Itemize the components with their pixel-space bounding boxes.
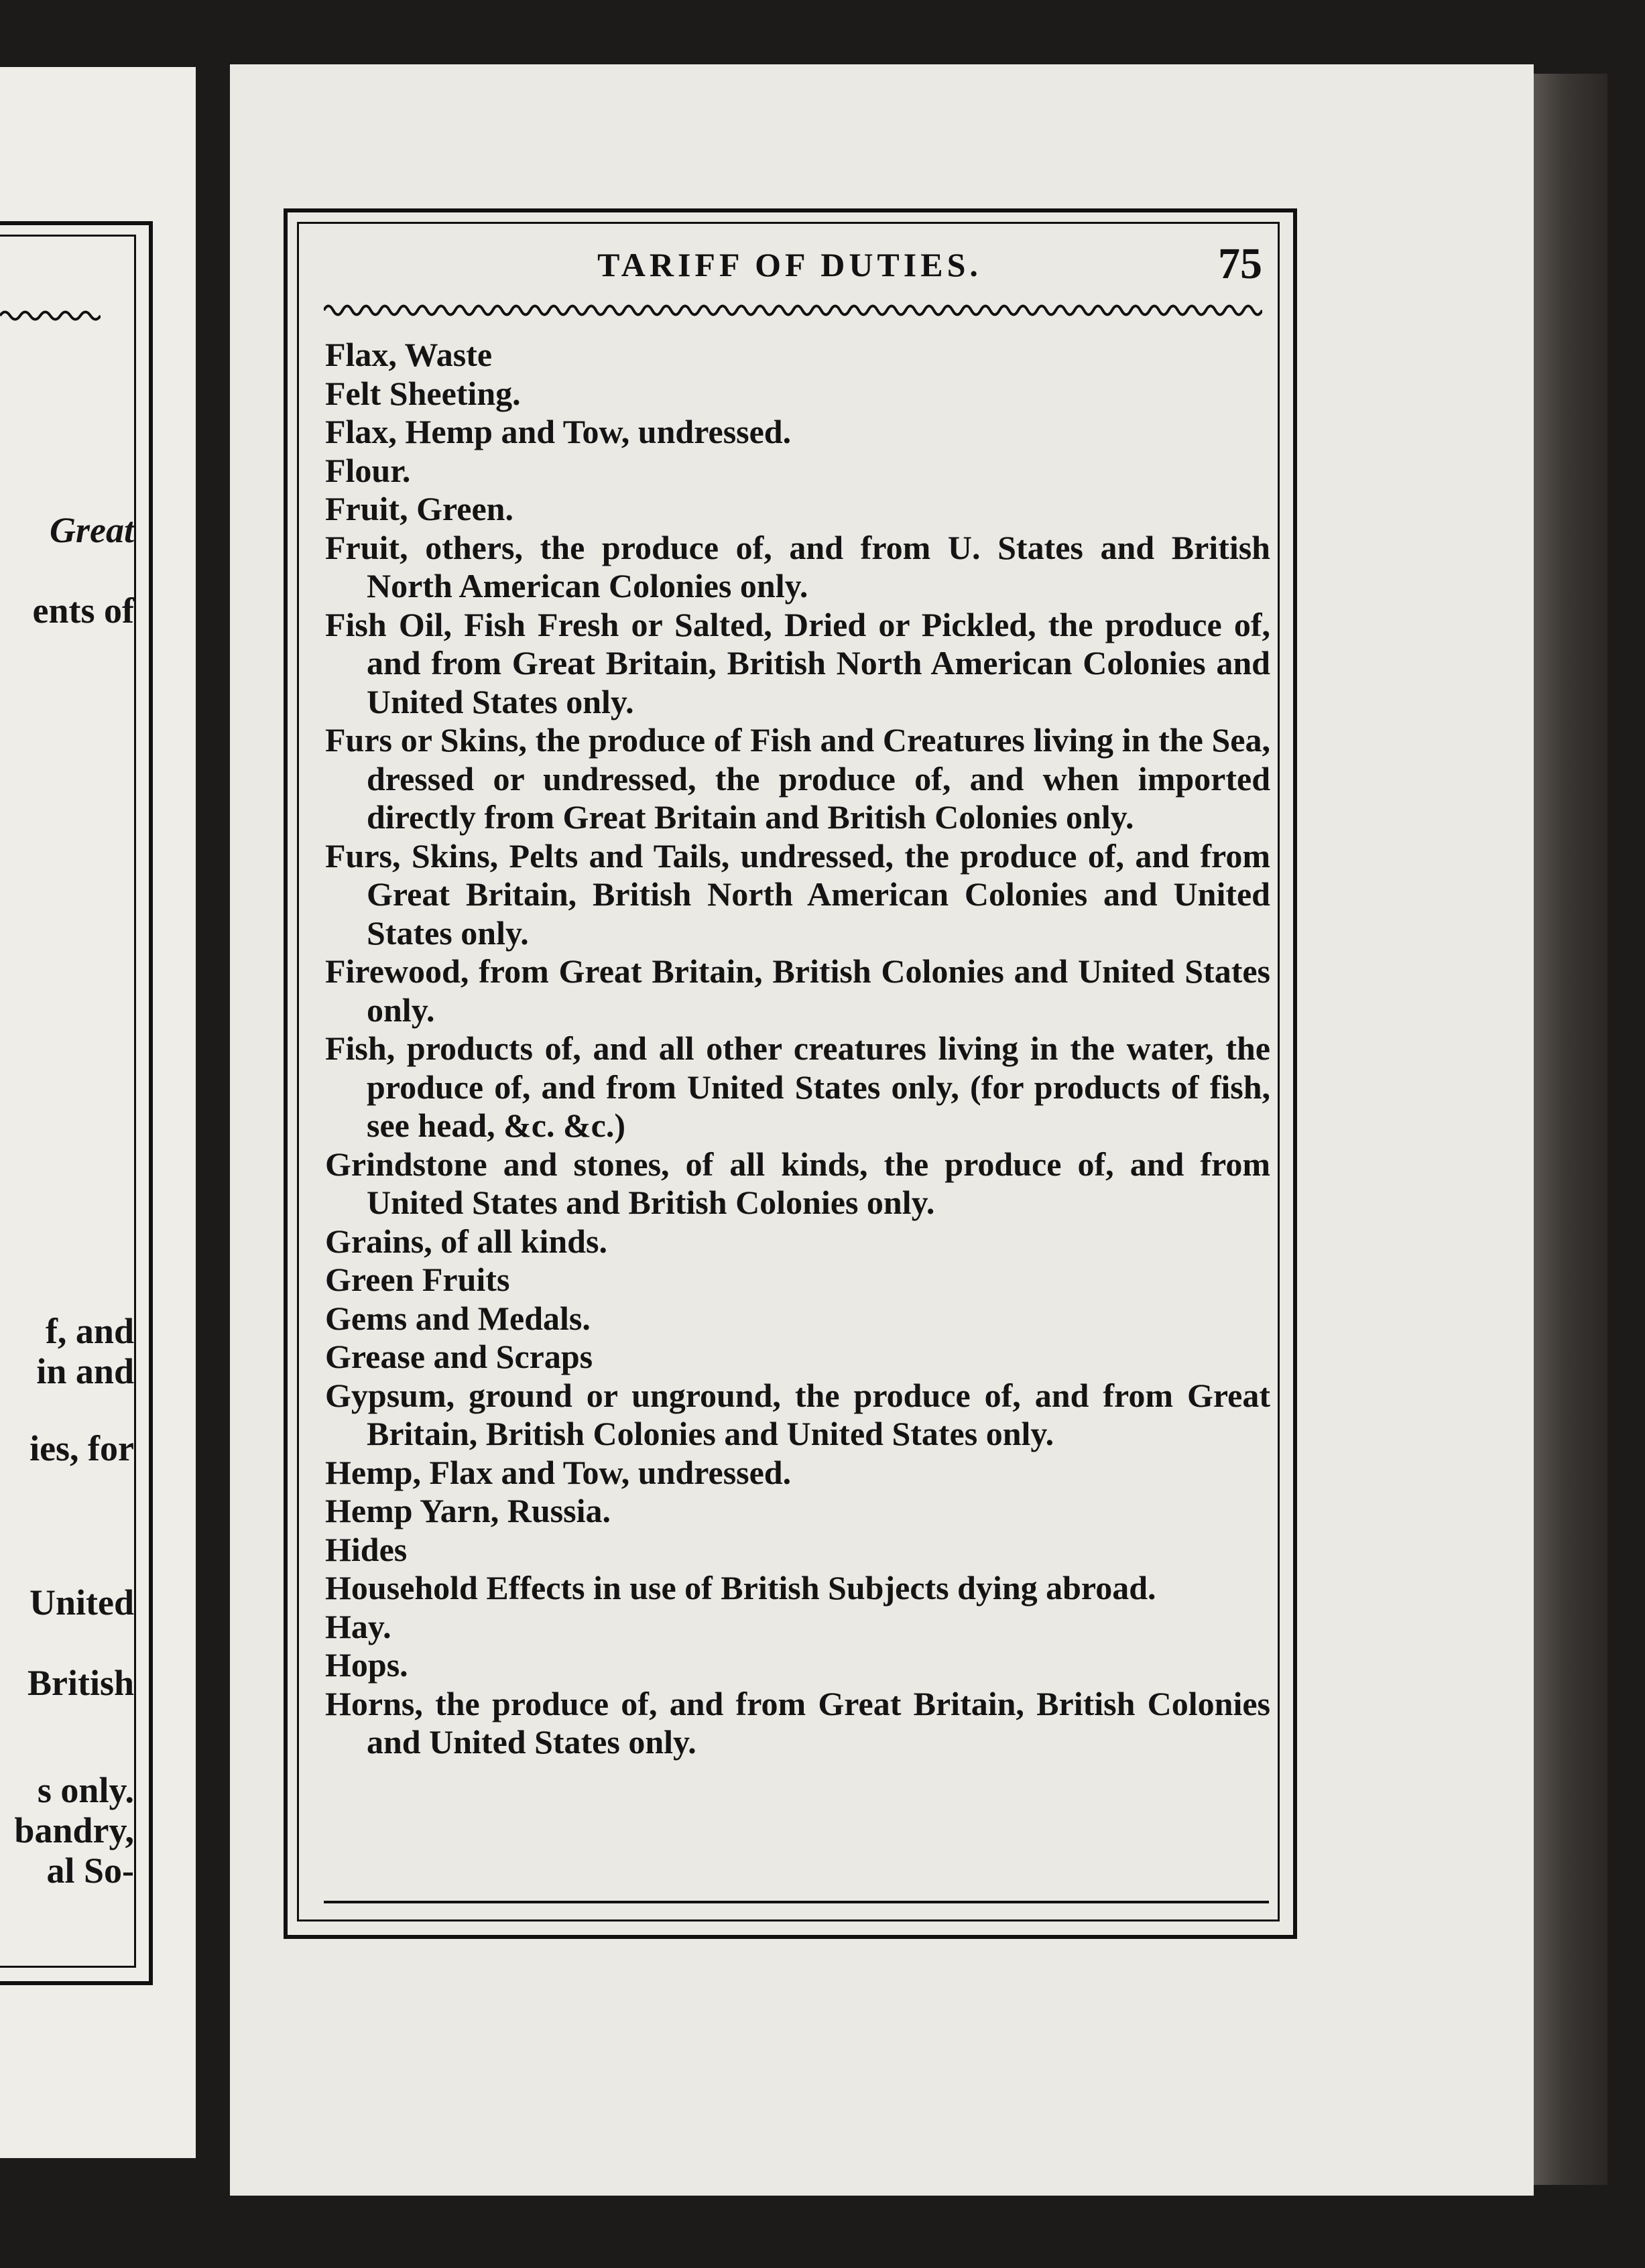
tariff-entry: Furs, Skins, Pelts and Tails, undressed, the produce of, and from Great Britain, British North American Colonies and United States only. [325,836,1270,952]
left-page-text-fragment: ies, for [29,1428,134,1468]
tariff-entry: Flour. [325,451,411,489]
tariff-entry: Felt Sheeting. [325,374,521,412]
tariff-entry: Flax, Hemp and Tow, undressed. [325,413,792,450]
left-page-text-fragment: ents of [32,590,134,631]
left-page-text-fragment: British [27,1663,134,1703]
running-title: TARIFF OF DUTIES. [597,246,982,284]
tariff-entry: Grease and Scraps [325,1338,593,1375]
tariff-entry: Fruit, Green. [325,490,513,527]
bottom-rule [324,1901,1269,1903]
running-header [317,239,1262,299]
left-page-text-fragment: in and [36,1351,134,1391]
tariff-entry-list [325,336,1270,1762]
tariff-entry: Hay. [325,1607,391,1645]
left-page-wavy-rule [0,308,101,323]
left-page-frame-inner [0,235,136,1968]
tariff-entry: Household Effects in use of British Subjects dying abroad. [325,1569,1156,1606]
tariff-entry: Grindstone and stones, of all kinds, the produce of, and from United States and British Colonies only. [325,1145,1270,1221]
tariff-entry: Gems and Medals. [325,1299,591,1337]
left-page-text-fragment: f, and [45,1311,134,1351]
wavy-rule [324,299,1262,322]
left-page-text-fragment: al So- [46,1850,134,1891]
book-page [230,64,1534,2196]
tariff-entry: Fruit, others, the produce of, and from U. States and British North American Colonies only. [325,528,1270,605]
tariff-entry: Fish Oil, Fish Fresh or Salted, Dried or Pickled, the produce of, and from Great Britain, British North American Colonies and United States only. [325,605,1270,720]
tariff-entry: Green Fruits [325,1261,510,1298]
tariff-entry: Hides [325,1530,408,1568]
tariff-entry: Hemp, Flax and Tow, undressed. [325,1453,792,1491]
left-page-text-fragment: Great [50,510,134,550]
left-page-text-fragment: United [29,1582,134,1623]
page-edge-shadow [1534,74,1607,2185]
tariff-entry: Furs or Skins, the produce of Fish and Creatures living in the Sea, dressed or undressed, the produce of, and when imported directly from Great Britain and British Colonies only. [325,721,1270,836]
tariff-entry: Grains, of all kinds. [325,1222,607,1260]
tariff-entry: Horns, the produce of, and from Great Britain, British Colonies and United States only. [325,1684,1270,1761]
tariff-entry: Firewood, from Great Britain, British Colonies and United States only. [325,952,1270,1029]
tariff-entry: Flax, Waste [325,336,493,373]
left-facing-page [0,67,196,2158]
left-page-text-fragment: bandry, [14,1810,134,1850]
tariff-entry: Fish, products of, and all other creatures living in the water, the produce of, and from United States only, (for products of fish, see head, &c. &c.) [325,1029,1270,1144]
page-number: 75 [1218,239,1262,288]
tariff-entry: Gypsum, ground or unground, the produce of, and from Great Britain, British Colonies and United States only. [325,1376,1270,1452]
tariff-entry: Hops. [325,1646,408,1684]
left-page-text-fragment: s only. [37,1770,134,1810]
tariff-entry: Hemp Yarn, Russia. [325,1492,611,1529]
